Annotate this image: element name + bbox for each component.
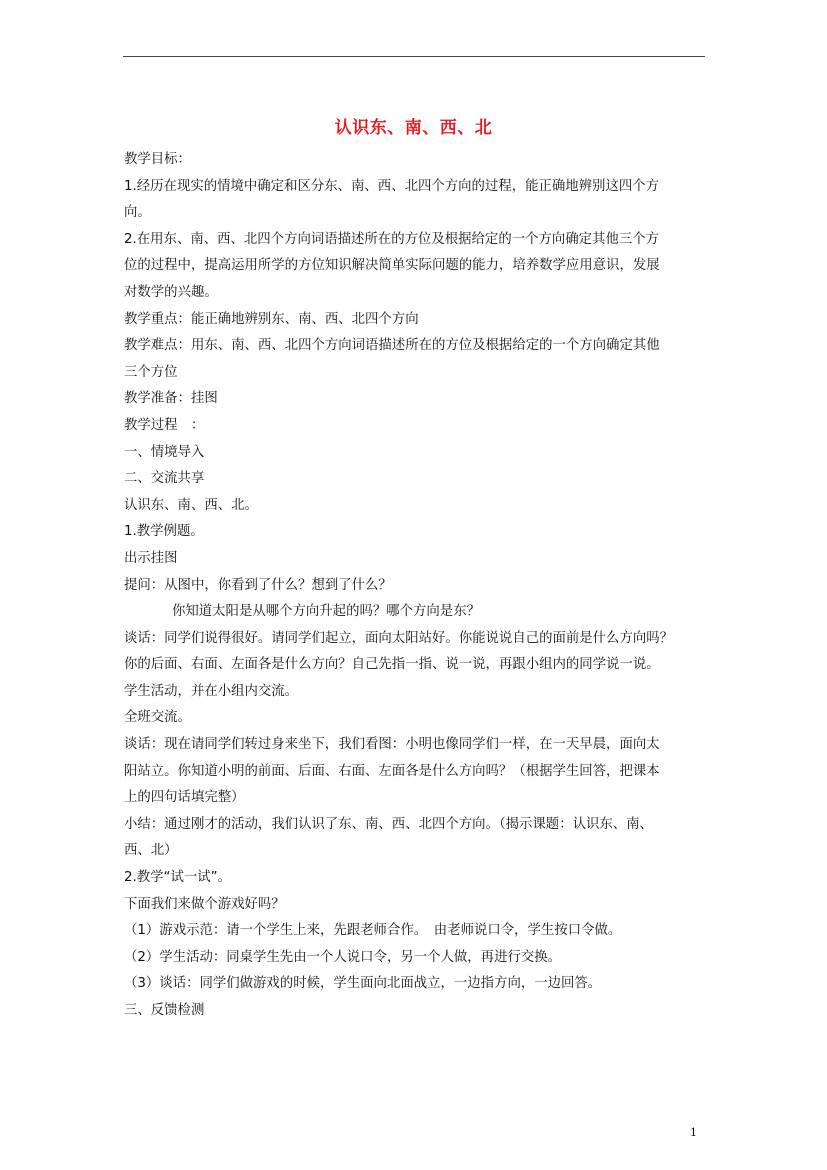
text-line: （1）游戏示范：请一个学生上来，先跟老师合作。 由老师说口令，学生按口令做。: [124, 923, 622, 939]
text-line: 学生活动，并在小组内交流。: [124, 683, 299, 699]
text-line: 你知道太阳是从哪个方向升起的吗？哪个方向是东？: [172, 604, 480, 620]
text-line: 教学重点：能正确地辨别东、南、西、北四个方向: [124, 311, 419, 327]
text-line: （2）学生活动：同桌学生先由一个人说口令，另一个人做，再进行交换。: [124, 949, 562, 965]
text-line: 三、反馈检测: [124, 1003, 205, 1018]
text-line: 教学目标：: [124, 152, 191, 167]
text-line: 小结：通过刚才的活动，我们认识了东、南、西、北四个方向。（揭示课题：认识东、南、: [124, 816, 653, 832]
document-body: [124, 147, 708, 1025]
text-line: 谈话：同学们说得很好。请同学们起立，面向太阳站好。你能说说自己的面前是什么方向吗？: [124, 630, 674, 646]
text-line: 三个方位: [124, 364, 178, 380]
text-line: 你的后面、右面、左面各是什么方向？自己先指一指、说一说，再跟小组内的同学说一说。: [124, 657, 660, 673]
text-line: 出示挂图: [124, 550, 178, 566]
text-line: 2.教学“试一试”。: [124, 870, 231, 886]
text-line: 2.在用东、南、西、北四个方向词语描述所在的方位及根据给定的一个方向确定其他三个方: [124, 231, 660, 247]
text-line: 西、北）: [124, 843, 178, 859]
text-line: 教学准备：挂图: [124, 391, 218, 407]
document-title: 认识东、南、西、北: [334, 118, 493, 138]
text-line: 对数学的兴趣。: [124, 284, 218, 300]
text-line: 下面我们来做个游戏好吗？: [124, 896, 285, 912]
text-line: 1.教学例题。: [124, 524, 204, 540]
text-line: 提问：从图中，你看到了什么？想到了什么？: [124, 577, 392, 593]
text-line: 阳站立。你知道小明的前面、后面、右面、左面各是什么方向吗？（根据学生回答，把课本: [124, 763, 660, 779]
text-line: 位的过程中，提高运用所学的方位知识解决简单实际问题的能力，培养数学应用意识，发展: [124, 258, 660, 274]
text-line: 1.经历在现实的情境中确定和区分东、南、西、北四个方向的过程，能正确地辨别这四个方: [124, 178, 660, 194]
text-line: 全班交流。: [124, 710, 191, 726]
text-line: 二、交流共享: [124, 471, 205, 487]
text-line: 教学难点：用东、南、西、北四个方向词语描述所在的方位及根据给定的一个方向确定其他: [124, 338, 660, 354]
text-line: 谈话：现在请同学们转过身来坐下，我们看图：小明也像同学们一样，在一天早晨，面向太: [124, 737, 660, 753]
text-line: 教学过程 ：: [124, 417, 205, 433]
text-line: 认识东、南、西、北。: [124, 497, 258, 513]
header-rule: [123, 56, 705, 57]
text-line: 上的四句话填完整）: [124, 790, 245, 806]
text-line: 一、情境导入: [124, 444, 205, 460]
text-line: 向。: [124, 205, 151, 221]
page-number: 1: [690, 1126, 697, 1139]
text-line: （3）谈话：同学们做游戏的时候，学生面向北面战立，一边指方向，一边回答。: [124, 976, 602, 992]
